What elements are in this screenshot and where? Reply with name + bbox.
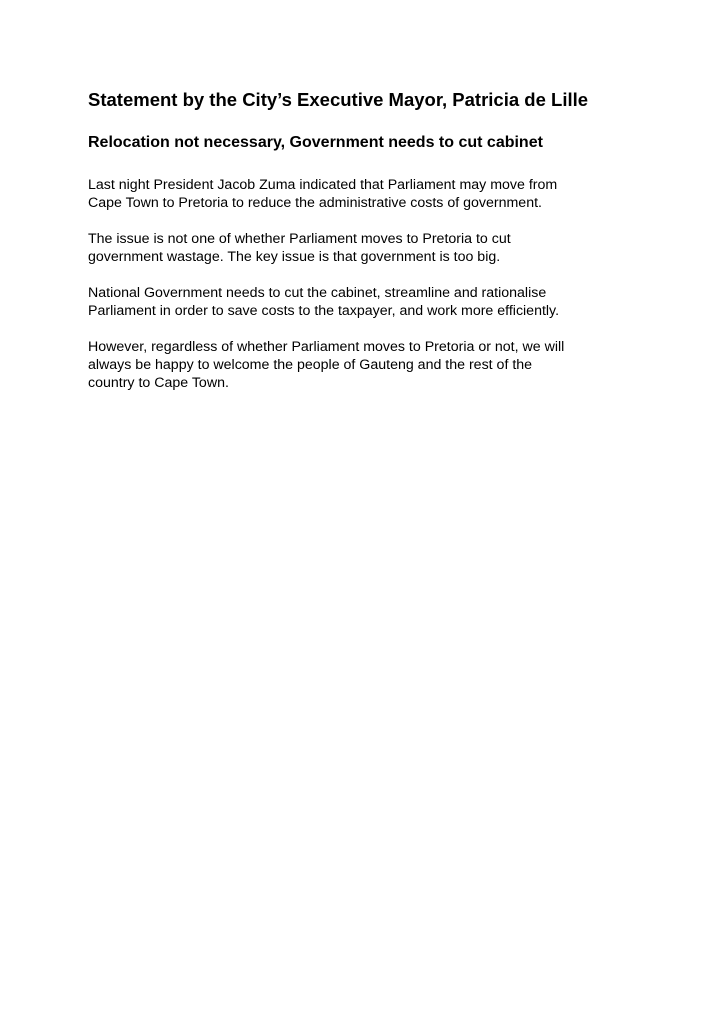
paragraph-line: The issue is not one of whether Parliament moves to Pretoria to cut [88,231,511,247]
statement-title: Statement by the City’s Executive Mayor, Patricia de Lille [88,89,589,110]
document-body [88,88,640,410]
paragraph-line: government wastage. The key issue is that government is too big. [88,249,501,265]
paragraph-line: always be happy to welcome the people of Gauteng and the rest of the [88,357,533,373]
paragraph-3 [88,284,640,320]
paragraph-line: country to Cape Town. [88,375,229,391]
paragraph-line: National Government needs to cut the cabinet, streamline and rationalise [88,285,547,301]
paragraph-line: Parliament in order to save costs to the taxpayer, and work more efficiently. [88,303,560,319]
paragraph-1 [88,176,640,212]
paragraph-line: Cape Town to Pretoria to reduce the administrative costs of government. [88,195,542,211]
paragraph-line: Last night President Jacob Zuma indicated that Parliament may move from [88,177,558,193]
paragraph-4 [88,338,640,392]
statement-subtitle: Relocation not necessary, Government needs to cut cabinet [88,134,543,151]
statement-paragraphs [88,176,640,392]
paragraph-2 [88,230,640,266]
paragraph-line: However, regardless of whether Parliament moves to Pretoria or not, we will [88,339,565,355]
